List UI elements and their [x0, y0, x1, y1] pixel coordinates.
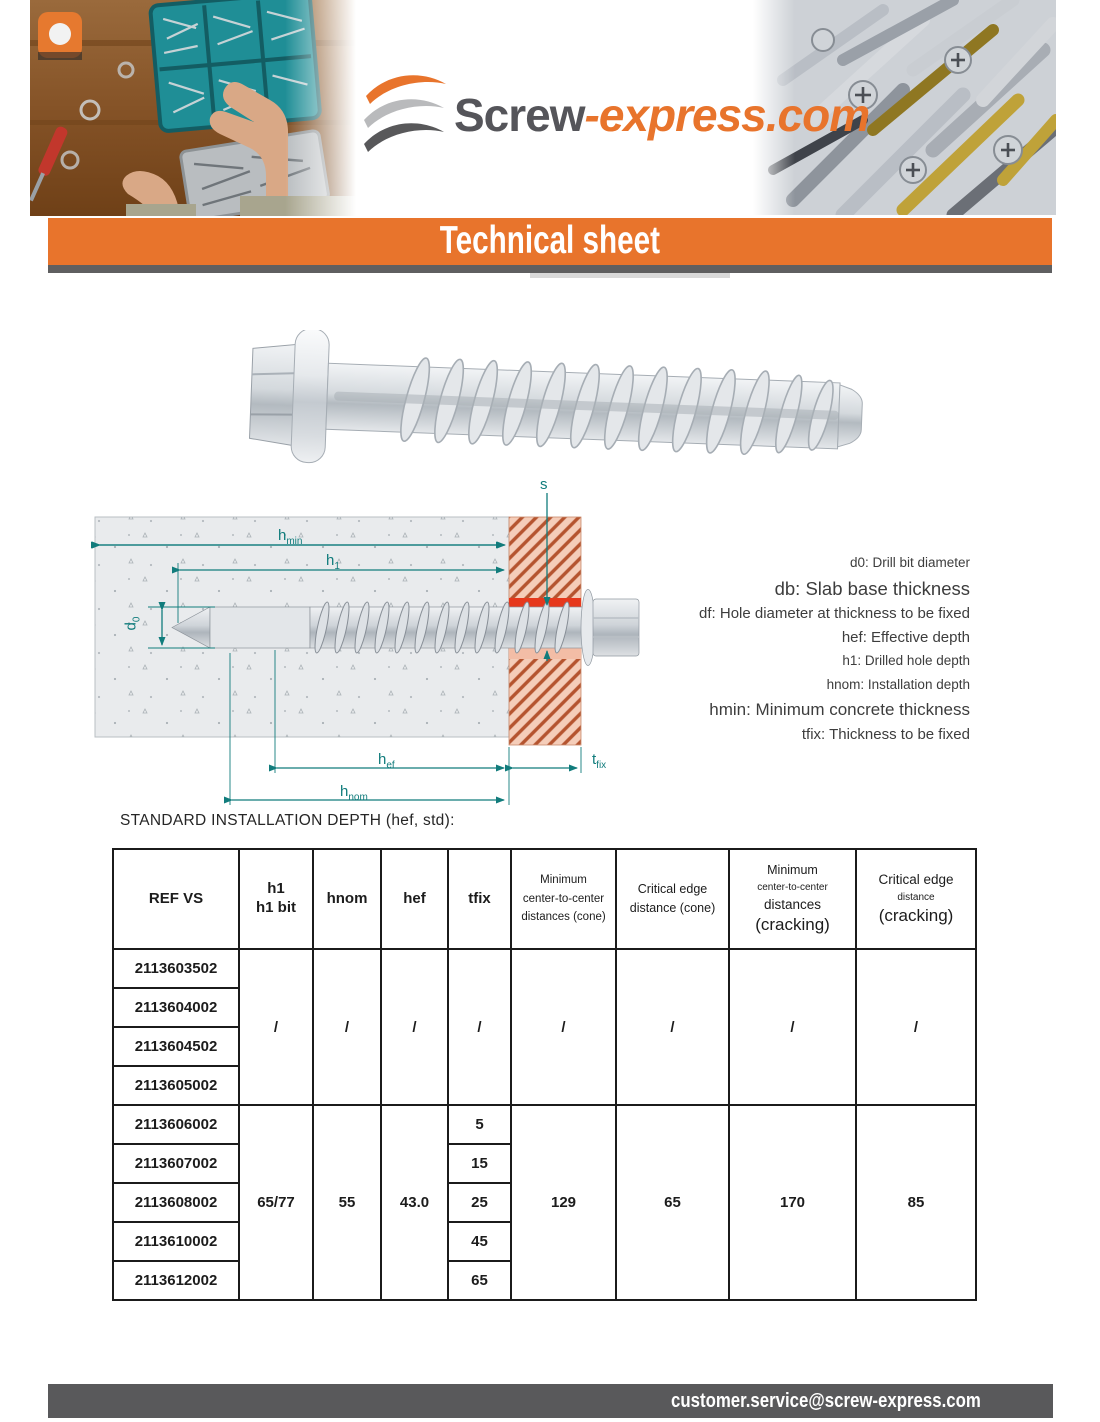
- header-line: distance: [897, 891, 935, 903]
- label-hmin: $h_{min}$: [278, 527, 303, 547]
- legend-line: hef: Effective depth: [841, 629, 970, 646]
- header-h1-line1: h1: [267, 880, 285, 898]
- ref-cell: 2113607002: [113, 1144, 239, 1183]
- header-c2c-cone: [511, 849, 616, 949]
- header-crit-cracking: [856, 849, 976, 949]
- hef-cell-group1: /: [381, 949, 448, 1105]
- header-line: distances: [763, 896, 822, 912]
- ref-cell: 2113605002: [113, 1066, 239, 1105]
- ref-cell: 2113603502: [113, 949, 239, 988]
- tfix-cell: 15: [448, 1144, 511, 1183]
- crit-crack-cell-group2: 85: [856, 1105, 976, 1300]
- footer-bar: [48, 1384, 1053, 1418]
- logo: [362, 66, 870, 166]
- label-d0: $d_0$: [122, 616, 143, 631]
- title-bar-shadow-light: [530, 273, 730, 278]
- hef-cell-group2: 43.0: [381, 1105, 448, 1300]
- crit-crack-cell-group1: /: [856, 949, 976, 1105]
- crit-cone-cell-group2: 65: [616, 1105, 729, 1300]
- legend-line: hnom: Installation depth: [826, 676, 970, 692]
- crit-cone-cell-group1: /: [616, 949, 729, 1105]
- header-hef: hef: [381, 849, 448, 949]
- h1-cell-group2: 65/77: [239, 1105, 313, 1300]
- header-line: Minimum: [767, 862, 818, 877]
- legend-line: df: Hole diameter at thickness to be fixed: [699, 605, 970, 622]
- header-line: Critical edge: [878, 872, 954, 888]
- h1-cell-group1: /: [239, 949, 313, 1105]
- tfix-cell: 5: [448, 1105, 511, 1144]
- brand-dark-text: Screw: [454, 89, 585, 141]
- header-hnom: hnom: [313, 849, 381, 949]
- label-h1: $h_1$: [326, 552, 340, 572]
- legend-line: hmin: Minimum concrete thickness: [709, 700, 970, 719]
- title-bar-shadow: [48, 265, 1052, 273]
- brand-orange-text: -express.com: [584, 89, 870, 141]
- spec-table-container: [112, 848, 977, 1301]
- ref-cell: 2113604502: [113, 1027, 239, 1066]
- diagram-legend: [470, 556, 970, 751]
- legend-line: tfix: Thickness to be fixed: [801, 726, 970, 743]
- product-screw-image: [235, 330, 875, 480]
- header-line: center-to-center: [757, 881, 828, 893]
- label-hnom: $h_{nom}$: [340, 783, 368, 803]
- ref-cell: 2113606002: [113, 1105, 239, 1144]
- header-banner: [0, 0, 1100, 220]
- ref-cell: 2113604002: [113, 988, 239, 1027]
- contact-email-link[interactable]: customer.service@screw-express.com: [671, 1389, 981, 1412]
- header-tfix: tfix: [448, 849, 511, 949]
- header-line: distance (cone): [629, 901, 716, 915]
- workbench-photo: [30, 0, 356, 216]
- legend-line: db: Slab base thickness: [774, 577, 970, 599]
- title-bar: [48, 218, 1052, 265]
- header-line: Critical edge: [637, 882, 708, 897]
- logo-swoosh-icon: [362, 68, 450, 164]
- tfix-cell: 65: [448, 1261, 511, 1300]
- spec-table: [112, 848, 977, 1301]
- c2c-crack-cell-group1: /: [729, 949, 856, 1105]
- legend-line: d0: Drill bit diameter: [849, 555, 970, 570]
- ref-cell: 2113610002: [113, 1222, 239, 1261]
- page-title: Technical sheet: [439, 219, 661, 262]
- header-line: (cracking): [878, 905, 954, 925]
- tfix-cell: 45: [448, 1222, 511, 1261]
- label-tfix: $t_{fix}$: [592, 751, 607, 771]
- hnom-cell-group2: 55: [313, 1105, 381, 1300]
- tfix-cell: 25: [448, 1183, 511, 1222]
- header-line: (cracking): [755, 915, 830, 935]
- section-caption: STANDARD INSTALLATION DEPTH (hef, std):: [120, 812, 455, 829]
- c2c-crack-cell-group2: 170: [729, 1105, 856, 1300]
- tfix-cell-group1: /: [448, 949, 511, 1105]
- ref-cell: 2113608002: [113, 1183, 239, 1222]
- label-s: s: [540, 476, 548, 493]
- header-ref: REF VS: [113, 849, 239, 949]
- header-h1: [239, 849, 313, 949]
- c2c-cone-cell-group2: 129: [511, 1105, 616, 1300]
- header-c2c-cracking: [729, 849, 856, 949]
- header-h1-line2: h1 bit: [256, 899, 296, 916]
- header-line: center-to-center: [522, 892, 605, 905]
- hnom-cell-group1: /: [313, 949, 381, 1105]
- legend-line: h1: Drilled hole depth: [842, 653, 970, 668]
- label-hef: $h_{ef}$: [378, 751, 395, 771]
- c2c-cone-cell-group1: /: [511, 949, 616, 1105]
- brand-name: [454, 88, 869, 142]
- header-line: distances (cone): [521, 911, 606, 924]
- header-crit-cone: [616, 849, 729, 949]
- ref-cell: 2113612002: [113, 1261, 239, 1300]
- header-line: Minimum: [540, 874, 587, 887]
